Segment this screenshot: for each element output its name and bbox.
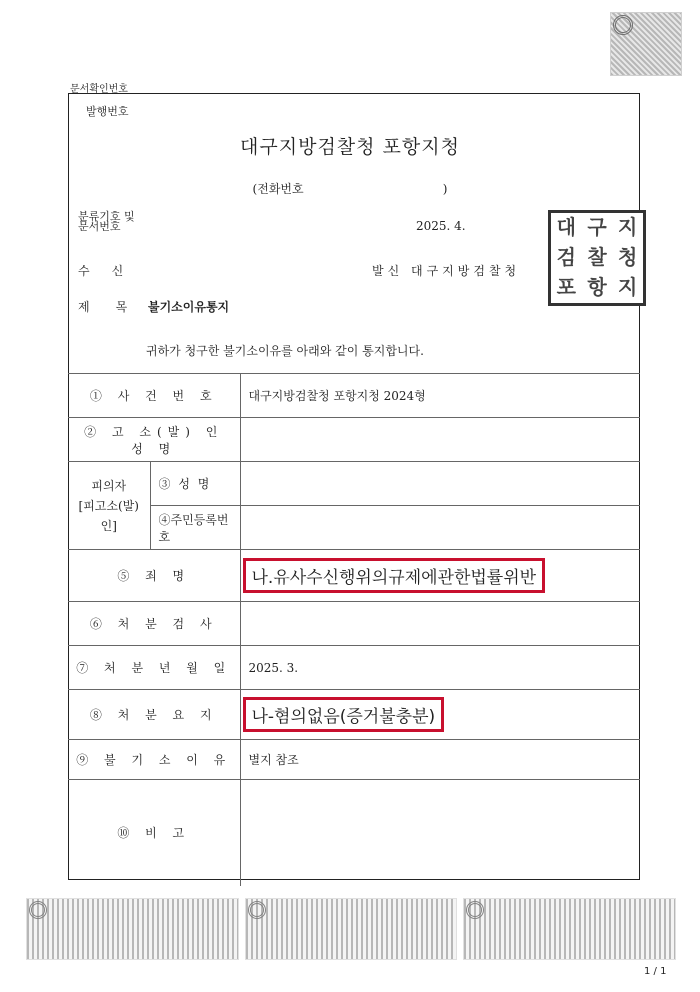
subject-label: 제목 [78,300,154,314]
table-row [68,690,640,740]
disposal-summary-value: 나-혐의없음(증거불충분) [243,697,445,732]
reason-value: 별지 참조 [240,740,640,780]
phone-line [0,180,700,197]
doc-confirm-label: 문서확인번호 [70,84,128,95]
crime-label: ⑤ 죄 명 [68,550,240,602]
table-row [68,550,640,602]
barcode-3 [463,898,676,960]
document-date: 2025. 4. [416,219,466,233]
table-row [68,602,640,646]
crime-value: 나.유사수신행위의규제에관한법률위반 [243,558,546,593]
suspect-group-label: 피의자 [피고소(발)인] [68,462,150,550]
complainant-label: ② 고 소(발) 인 성 명 [68,418,240,462]
disposition-table [68,373,640,886]
remarks-value [240,780,640,886]
remarks-label: ⑩ 비 고 [68,780,240,886]
complainant-value [240,418,640,462]
suspect-name-label: ③ 성 명 [150,462,240,506]
barcode-1 [26,898,239,960]
recipient-label: 수신 [78,264,146,278]
disposal-summary-label: ⑧ 처 분 요 지 [68,690,240,740]
sender: 발신 대구지방검찰청 [372,264,521,278]
office-title: 대구지방검찰청 포항지청 [240,136,460,158]
qr-code-top [610,12,682,76]
suspect-name-value [240,462,640,506]
phone-close: ) [442,182,448,196]
subject-value: 불기소이유통지 [148,300,230,314]
table-row [68,374,640,418]
case-number-label: ① 사 건 번 호 [68,374,240,418]
prosecutor-value [240,602,640,646]
case-number-value: 대구지방검찰청 포항지청 2024형 [240,374,640,418]
table-row [68,780,640,886]
classification-label: 분류기호 및 문서번호 [78,210,135,233]
page-number: 1 / 1 [644,966,667,977]
table-row [68,646,640,690]
table-row [68,418,640,462]
suspect-id-label: ④주민등록번호 [150,506,240,550]
disposal-date-label: ⑦ 처 분 년 월 일 [68,646,240,690]
barcode-strip [26,898,676,958]
table-row [68,506,640,550]
barcode-2 [245,898,458,960]
phone-label: (전화번호 [252,182,304,196]
reason-label: ⑨ 불 기 소 이 유 [68,740,240,780]
table-row [68,462,640,506]
table-row [68,740,640,780]
notice-text: 귀하가 청구한 불기소이유를 아래와 같이 통지합니다. [146,344,424,358]
official-seal: 대 구 지 검 찰 청 포 항 지 [548,210,646,306]
suspect-id-value [240,506,640,550]
issue-number-label: 발행번호 [86,105,129,118]
disposal-date-value: 2025. 3. [240,646,640,690]
prosecutor-label: ⑥ 처 분 검 사 [68,602,240,646]
